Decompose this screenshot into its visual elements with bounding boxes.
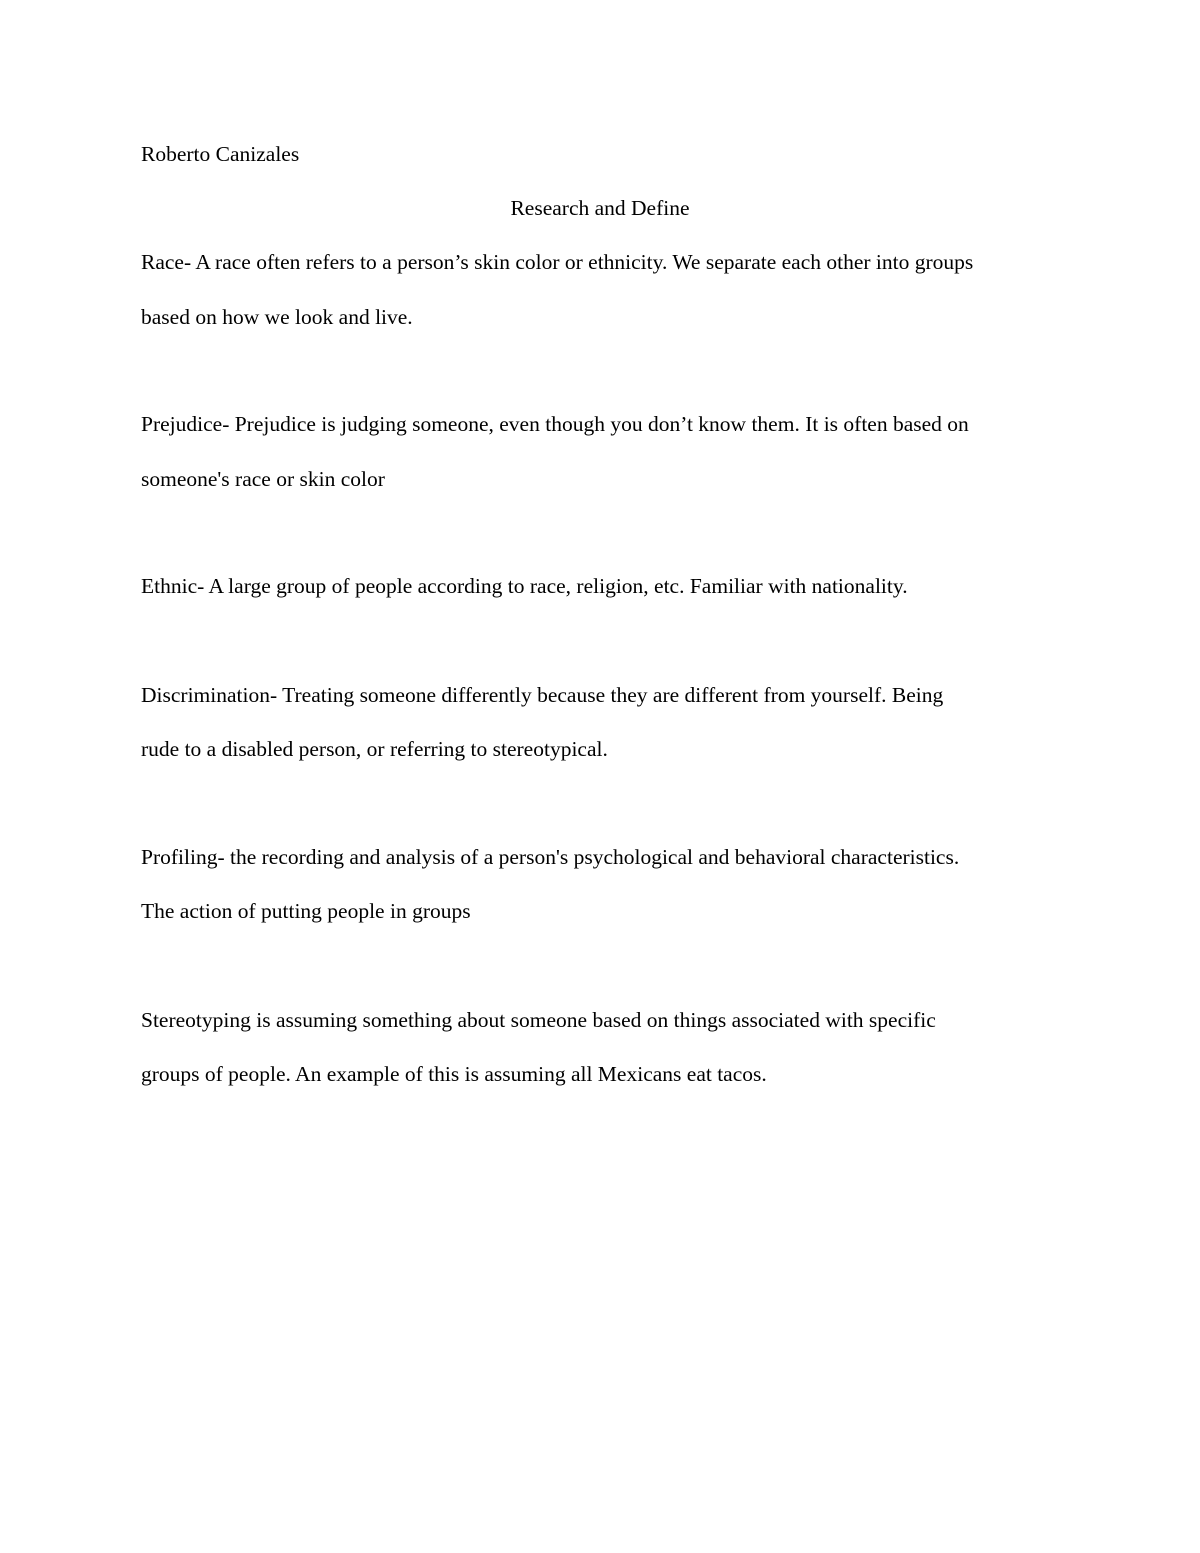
definition-stereotyping-line-1: Stereotyping is assuming something about someone based on things associated with specific bbox=[141, 1008, 936, 1032]
definition-race-line-1: Race- A race often refers to a person’s skin color or ethnicity. We separate each other into groups bbox=[141, 250, 974, 274]
definition-discrimination-line-1: Discrimination- Treating someone differently because they are different from yourself. Being bbox=[141, 683, 944, 707]
author-name: Roberto Canizales bbox=[141, 142, 300, 166]
definition-stereotyping-line-2: groups of people. An example of this is assuming all Mexicans eat tacos. bbox=[141, 1062, 767, 1086]
definition-discrimination-line-2: rude to a disabled person, or referring to stereotypical. bbox=[141, 737, 608, 761]
definition-ethnic-line-1: Ethnic- A large group of people according to race, religion, etc. Familiar with nationality. bbox=[141, 574, 908, 598]
definition-profiling-line-1: Profiling- the recording and analysis of a person's psychological and behavioral characteristics. bbox=[141, 845, 960, 869]
definition-prejudice-line-2: someone's race or skin color bbox=[141, 467, 385, 491]
page-title: Research and Define bbox=[510, 196, 690, 220]
definition-profiling-line-2: The action of putting people in groups bbox=[141, 899, 471, 923]
definition-prejudice-line-1: Prejudice- Prejudice is judging someone, even though you don’t know them. It is often based on bbox=[141, 412, 969, 436]
definition-race-line-2: based on how we look and live. bbox=[141, 305, 413, 329]
